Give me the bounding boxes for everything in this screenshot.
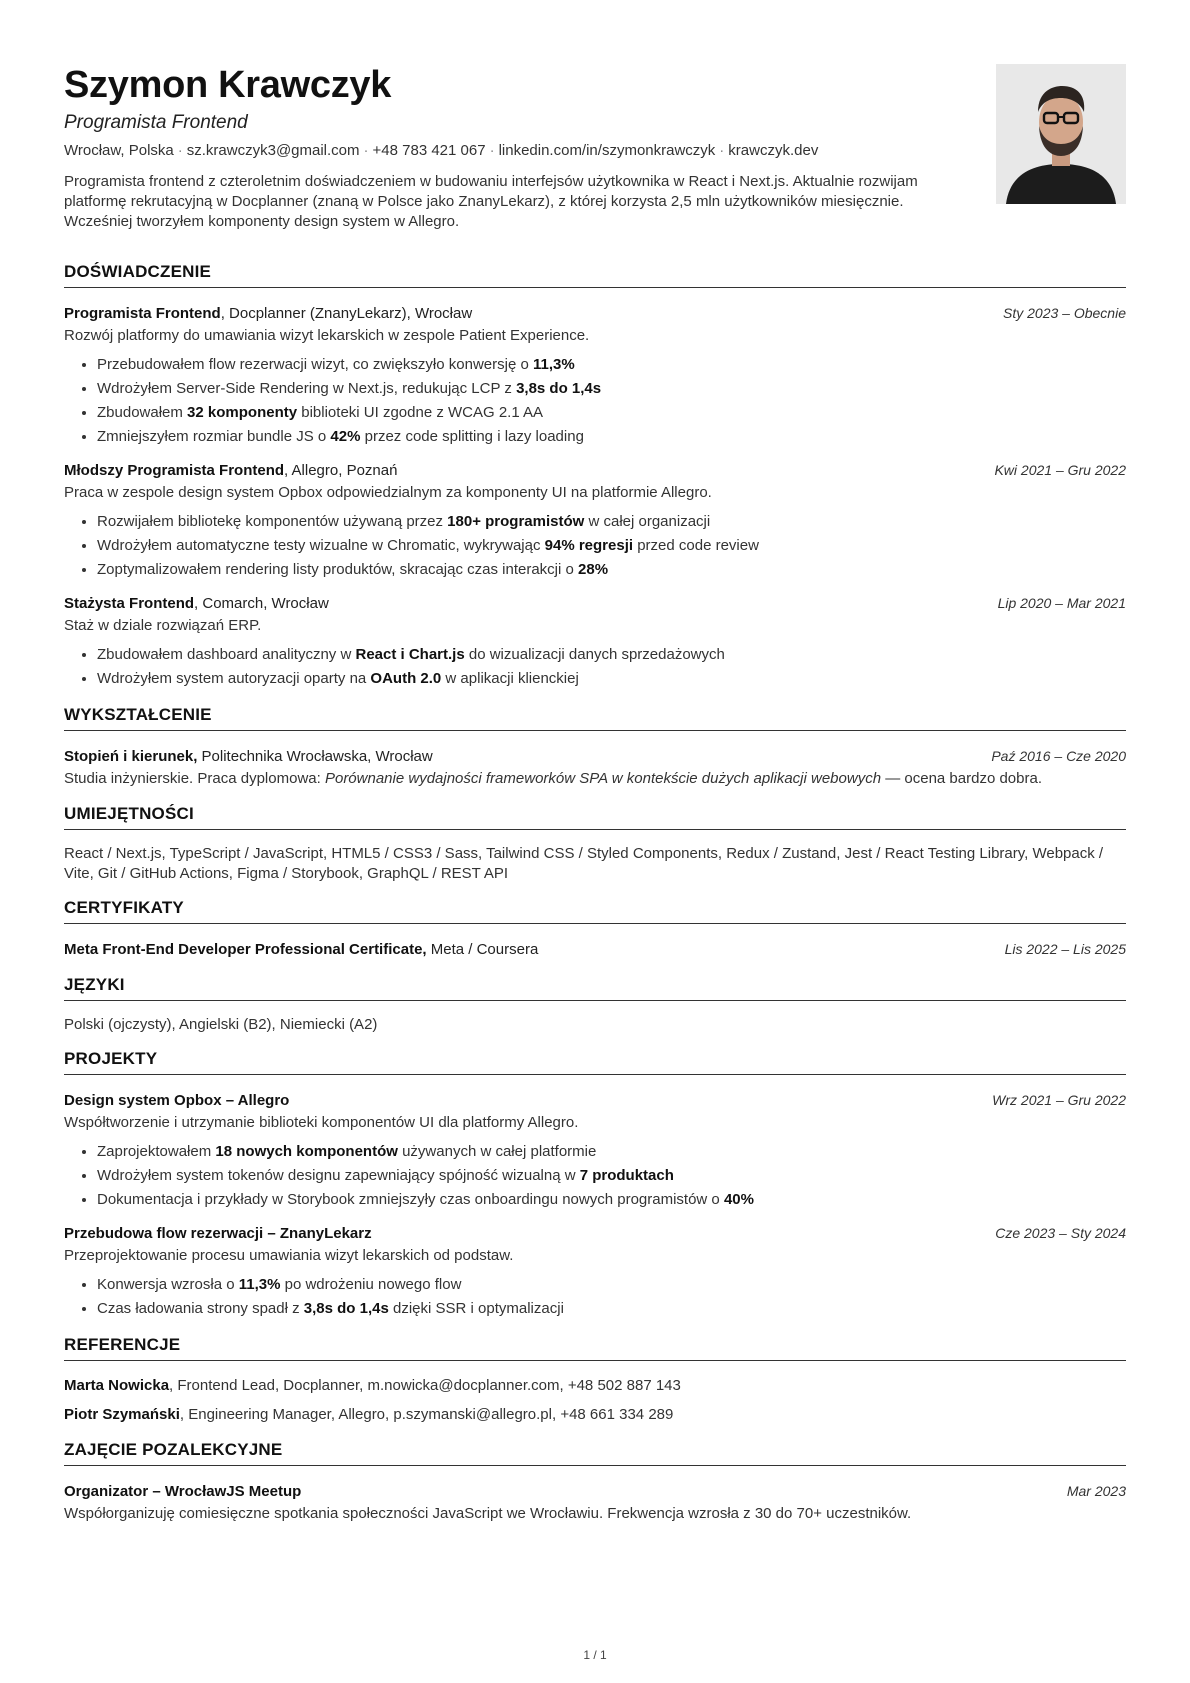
entry-title [64,593,329,615]
bullet-highlight: 3,8s do 1,4s [303,1300,389,1317]
job-org: , Allegro, Poznań [284,462,398,479]
bullet-highlight: 42% [330,428,361,445]
certificate-issuer: Meta / Coursera [426,941,539,958]
achievement-item [97,1164,1126,1188]
bullet-highlight: 32 komponenty [187,404,298,421]
bullet-text: Zbudowałem [97,404,188,421]
contact-email[interactable]: sz.krawczyk3@gmail.com [186,142,360,159]
achievement-item [97,1297,1126,1321]
achievement-item [97,558,1126,582]
contact-separator: · [363,142,369,159]
certificate-entry [64,938,1126,961]
resume-header [64,62,1126,232]
project-name: Przebudowa flow rezerwacji – ZnanyLekarz [64,1225,372,1242]
certificate-name: Meta Front-End Developer Professional Certificate, [64,941,427,958]
thesis-title: Porównanie wydajności frameworków SPA w kontekście dużych aplikacji webowych [324,770,882,787]
job-description: Rozwój platformy do umawiania wizyt lekarskich w zespole Patient Experience. [64,327,590,344]
bullet-text: w aplikacji klienckiej [441,670,579,687]
contact-phone[interactable]: +48 783 421 067 [372,142,486,159]
contact-line [64,140,976,162]
experience-heading: DOŚWIADCZENIE [64,262,1126,288]
achievement-item [97,1273,1126,1297]
activity-name: Organizator – WrocławJS Meetup [64,1483,302,1500]
certificate-date: Lis 2022 – Lis 2025 [1004,941,1126,957]
bullet-text: Wdrożyłem Server-Side Rendering w Next.js, redukując LCP z [97,380,517,397]
bullet-highlight: 7 produktach [579,1167,674,1184]
job-org: , Comarch, Wrocław [194,595,329,612]
experience-entry [64,302,1126,449]
education-section [64,705,1126,790]
education-description [64,768,1126,790]
entry-header [64,459,1126,482]
candidate-title: Programista Frontend [64,112,248,133]
entry-header [64,745,1126,768]
bullet-text: przez code splitting i lazy loading [360,428,584,445]
degree-name: Stopień i kierunek, [64,748,198,765]
achievement-item [97,1188,1126,1212]
contact-separator: · [489,142,495,159]
certificates-section [64,898,1126,961]
achievement-list [64,1273,1126,1321]
bullet-highlight: 11,3% [532,356,575,373]
education-entry [64,745,1126,790]
achievement-list [64,510,1126,582]
reference-details: , Engineering Manager, Allegro, p.szymanski@allegro.pl, +48 661 334 289 [179,1406,674,1423]
job-role: Młodszy Programista Frontend [64,462,285,479]
bullet-text: Dokumentacja i przykłady w Storybook zmniejszyły czas onboardingu nowych programistów o [97,1191,724,1208]
job-role: Stażysta Frontend [64,595,195,612]
bullet-text: Zmniejszyłem rozmiar bundle JS o [97,428,331,445]
achievement-list [64,1140,1126,1212]
bullet-highlight: React i Chart.js [355,646,465,663]
job-date: Lip 2020 – Mar 2021 [997,595,1126,611]
bullet-text: biblioteki UI zgodne z WCAG 2.1 AA [297,404,544,421]
skills-list: React / Next.js, TypeScript / JavaScript, HTML5 / CSS3 / Sass, Tailwind CSS / Styled Components, Redux / Zustand, Jest / React Testing Library, Webpack / Vite, Git / GitHub Actions, Figma / Storybook, GraphQL / REST API [64,845,1104,882]
page-number: 1 / 1 [583,1648,607,1662]
extracurricular-heading: ZAJĘCIE POZALEKCYJNE [64,1440,1126,1466]
bullet-highlight: 94% regresji [544,537,634,554]
entry-header [64,1222,1126,1245]
bullet-text: używanych w całej platformie [397,1143,597,1160]
bullet-text: dzięki SSR i optymalizacji [388,1300,564,1317]
bullet-highlight: 11,3% [238,1276,281,1293]
bullet-text: Zbudowałem dashboard analityczny w [97,646,356,663]
thesis-intro: Studia inżynierskie. Praca dyplomowa: [64,770,325,787]
achievement-item [97,401,1126,425]
bullet-text: Wdrożyłem system tokenów designu zapewniający spójność wizualną w [97,1167,580,1184]
entry-title [64,460,397,482]
bullet-text: do wizualizacji danych sprzedażowych [464,646,725,663]
candidate-name: Szymon Krawczyk [64,64,392,106]
skills-heading: UMIEJĘTNOŚCI [64,804,1126,830]
entry-title [64,939,538,961]
bullet-text: przed code review [633,537,759,554]
projects-heading: PROJEKTY [64,1049,1126,1075]
bullet-highlight: 18 nowych komponentów [215,1143,398,1160]
languages-section [64,975,1126,1035]
experience-section [64,262,1126,691]
languages-list: Polski (ojczysty), Angielski (B2), Niemiecki (A2) [64,1016,378,1033]
bullet-highlight: 28% [578,561,609,578]
references-heading: REFERENCJE [64,1335,1126,1361]
project-name: Design system Opbox – Allegro [64,1092,290,1109]
entry-header [64,592,1126,615]
bullet-highlight: 40% [723,1191,754,1208]
entry-header [64,302,1126,325]
bullet-text: Zaprojektowałem [97,1143,216,1160]
achievement-item [97,643,1126,667]
project-entry [64,1089,1126,1212]
certificates-heading: CERTYFIKATY [64,898,1126,924]
project-description: Przeprojektowanie procesu umawiania wizyt lekarskich od podstaw. [64,1247,514,1264]
bullet-highlight: 3,8s do 1,4s [516,380,602,397]
contact-website[interactable]: krawczyk.dev [728,142,819,159]
bullet-highlight: OAuth 2.0 [370,670,442,687]
entry-header [64,1089,1126,1112]
job-date: Sty 2023 – Obecnie [1003,305,1126,321]
achievement-item [97,377,1126,401]
contact-location: Wrocław, Polska [64,142,174,159]
bullet-text: Zoptymalizowałem rendering listy produktów, skracając czas interakcji o [97,561,579,578]
entry-header [64,1480,1126,1503]
achievement-item [97,1140,1126,1164]
entry-title [64,746,433,768]
job-date: Kwi 2021 – Gru 2022 [994,462,1126,478]
achievement-item [97,425,1126,449]
bullet-text: Rozwijałem bibliotekę komponentów używaną przez [97,513,448,530]
experience-entry [64,592,1126,691]
thesis-grade: — ocena bardzo dobra. [881,770,1042,787]
achievement-item [97,510,1126,534]
skills-section [64,804,1126,884]
project-entry [64,1222,1126,1321]
bullet-text: po wdrożeniu nowego flow [280,1276,462,1293]
entry-title [64,303,472,325]
projects-section [64,1049,1126,1321]
bullet-text: Wdrożyłem system autoryzacji oparty na [97,670,371,687]
bullet-text: Przebudowałem flow rezerwacji wizyt, co zwiększyło konwersję o [97,356,533,373]
bullet-text: Konwersja wzrosła o [97,1276,239,1293]
contact-separator: · [719,142,725,159]
job-description: Praca w zespole design system Opbox odpowiedzialnym za komponenty UI na platformie Allegro. [64,484,712,501]
job-org: , Docplanner (ZnanyLekarz), Wrocław [220,305,473,322]
education-heading: WYKSZTAŁCENIE [64,705,1126,731]
experience-entry [64,459,1126,582]
achievement-item [97,667,1126,691]
languages-heading: JĘZYKI [64,975,1126,1001]
contact-separator: · [177,142,183,159]
reference-entry [64,1404,1126,1426]
project-date: Cze 2023 – Sty 2024 [995,1225,1126,1241]
reference-entry [64,1375,1126,1397]
project-description: Współtworzenie i utrzymanie biblioteki komponentów UI dla platformy Allegro. [64,1114,579,1131]
resume-content [64,62,1126,1535]
extracurricular-section [64,1440,1126,1525]
achievement-item [97,353,1126,377]
portrait-image [996,64,1126,204]
job-description: Staż w dziale rozwiązań ERP. [64,617,262,634]
references-section [64,1335,1126,1426]
achievement-item [97,534,1126,558]
profile-summary: Programista frontend z czteroletnim doświadczeniem w budowaniu interfejsów użytkownika w React i Next.js. Aktualnie rozwijam platformę rekrutacyjną w Docplanner (znaną w Polsce jako ZnanyLekarz), z której korzysta 2,5 mln użytkowników miesięcznie. Wcześniej tworzyłem komponenty design system w Allegro. [64,173,918,230]
reference-name: Marta Nowicka [64,1377,170,1394]
activity-description: Współorganizuję comiesięczne spotkania społeczności JavaScript we Wrocławiu. Frekwencja wzrosła z 30 do 70+ uczestników. [64,1505,912,1522]
contact-linkedin[interactable]: linkedin.com/in/szymonkrawczyk [498,142,716,159]
achievement-list [64,353,1126,449]
reference-name: Piotr Szymański [64,1406,180,1423]
activity-date: Mar 2023 [1066,1483,1126,1499]
school-name: Politechnika Wrocławska, Wrocław [197,748,433,765]
education-date: Paź 2016 – Cze 2020 [991,748,1126,764]
bullet-highlight: 180+ programistów [447,513,585,530]
bullet-text: Czas ładowania strony spadł z [97,1300,304,1317]
bullet-text: Wdrożyłem automatyczne testy wizualne w Chromatic, wykrywając [97,537,545,554]
extracurricular-entry [64,1480,1126,1525]
profile-photo [996,64,1126,204]
job-role: Programista Frontend [64,305,221,322]
project-date: Wrz 2021 – Gru 2022 [992,1092,1126,1108]
reference-details: , Frontend Lead, Docplanner, m.nowicka@docplanner.com, +48 502 887 143 [169,1377,681,1394]
achievement-list [64,643,1126,691]
bullet-text: w całej organizacji [584,513,711,530]
